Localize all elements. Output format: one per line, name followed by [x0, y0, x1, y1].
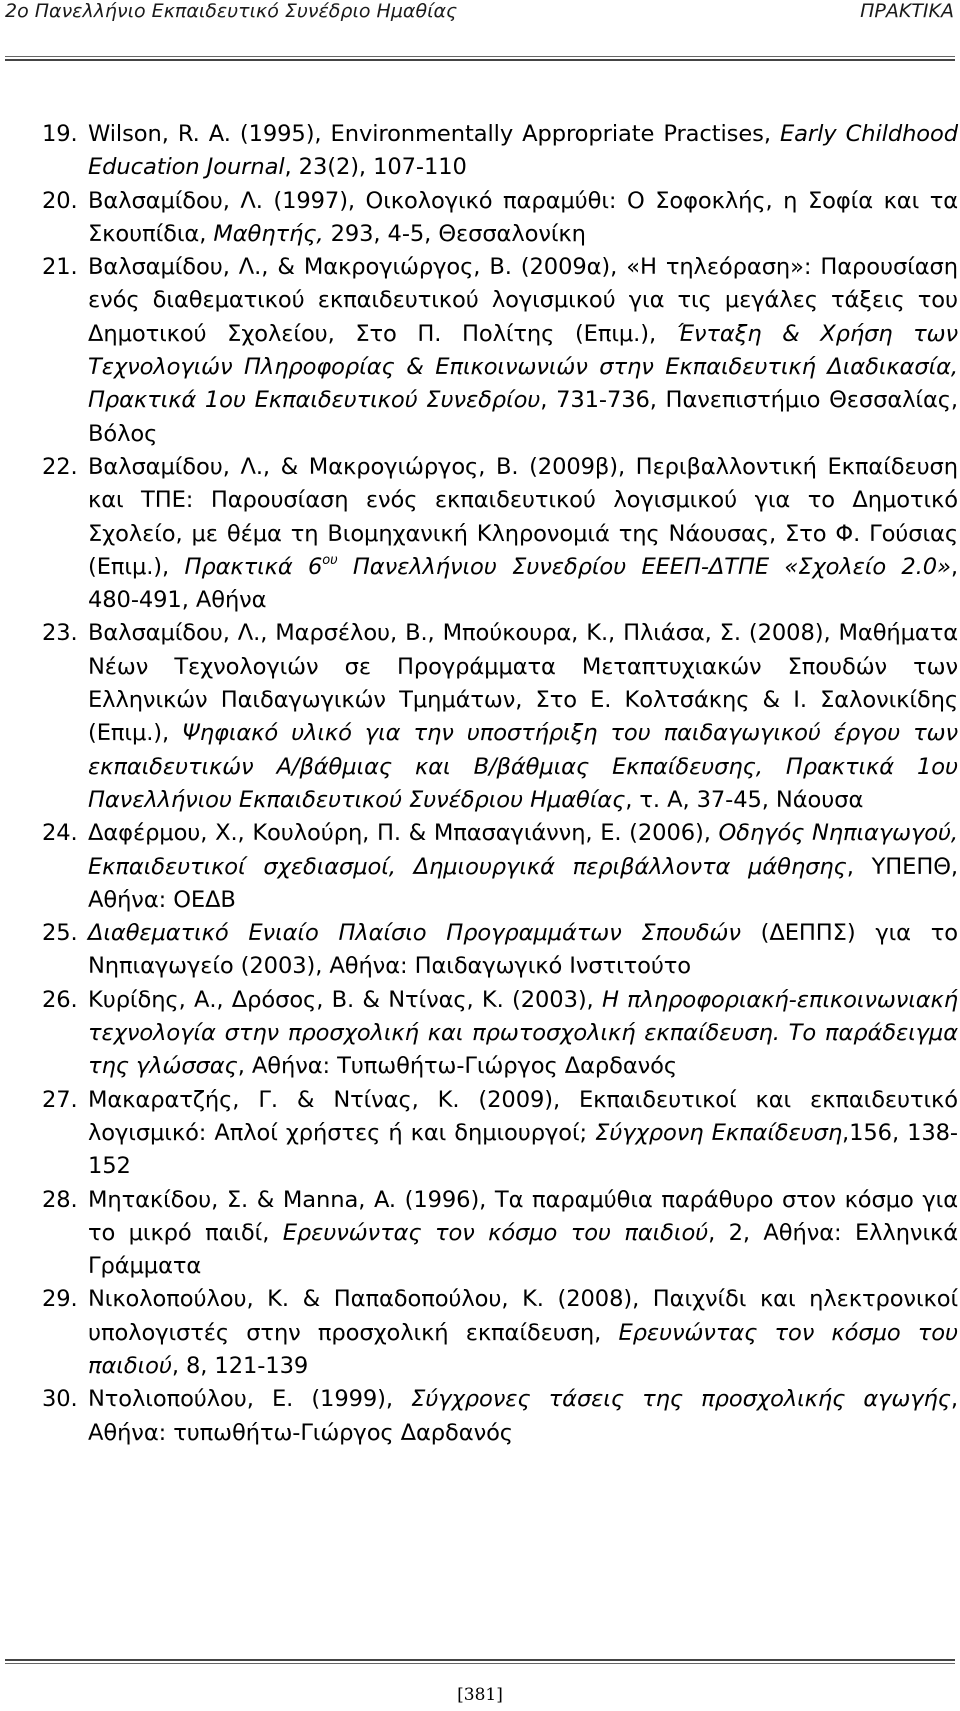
- reference-text: [88, 451, 958, 617]
- reference-number: 21.: [42, 254, 78, 281]
- reference-item: [42, 817, 958, 917]
- reference-item: [42, 984, 958, 1084]
- reference-number: 22.: [42, 453, 78, 480]
- reference-segment: , 2, Αθήνα: Ελληνικά Γράμματα: [88, 1219, 958, 1280]
- reference-italic-segment: ου: [322, 553, 338, 569]
- reference-text: [88, 1084, 958, 1184]
- reference-segment: , 731-736, Πανεπιστήμιο Θεσσαλίας, Βόλος: [88, 387, 958, 447]
- reference-number: 19.: [42, 121, 78, 147]
- reference-segment: Νικολοπούλου, Κ. & Παπαδοπούλου, Κ. (2008), Παιχνίδι και ηλεκτρονικοί υπολογιστές στην προσχολική εκπαίδευση,: [88, 1286, 958, 1346]
- reference-italic-segment: Πανελλήνιου Συνεδρίου ΕΕΕΠ-ΔΤΠΕ «Σχολείο 2.0»: [337, 553, 951, 580]
- reference-italic-segment: Ερευνώντας τον κόσμο του παιδιού: [88, 1319, 958, 1379]
- reference-segment: ,156, 138-152: [88, 1119, 958, 1180]
- reference-number: 25.: [42, 920, 78, 947]
- reference-italic-segment: Οδηγός Νηπιαγωγού, Εκπαιδευτικοί σχεδιασμοί, Δημιουργικά περιβάλλοντα μάθησης: [88, 820, 958, 880]
- reference-text: [88, 1283, 958, 1383]
- reference-number: 28.: [42, 1186, 78, 1213]
- reference-item: [42, 917, 958, 984]
- reference-segment: Μακαρατζής, Γ. & Ντίνας, Κ. (2009), Εκπαιδευτικοί και εκπαιδευτικό λογισμικό: Απλοί χρήστες ή και δημιουργοί;: [88, 1086, 958, 1146]
- reference-number: 29.: [42, 1286, 78, 1313]
- reference-number: 20.: [42, 187, 78, 214]
- reference-segment: 293, 4-5, Θεσσαλονίκη: [323, 220, 586, 247]
- reference-italic-segment: Ένταξη & Χρήση των Τεχνολογιών Πληροφορίας & Επικοινωνιών στην Εκπαιδευτική Διαδικασία, Πρακτικά 1ου Εκπαιδευτικού Συνεδρίου: [88, 320, 958, 414]
- reference-segment: , 8, 121-139: [171, 1352, 309, 1379]
- reference-segment: , 480-491, Αθήνα: [88, 553, 958, 614]
- reference-italic-segment: Πρακτικά 6: [184, 553, 323, 580]
- header-rule-thick: [5, 59, 955, 61]
- reference-text: [88, 185, 958, 252]
- footer-rule-thick: [5, 1659, 955, 1661]
- reference-item: [42, 251, 958, 451]
- reference-list: [42, 118, 958, 1450]
- reference-segment: Δαφέρμου, Χ., Κουλούρη, Π. & Μπασαγιάννη, Ε. (2006),: [88, 820, 719, 847]
- reference-italic-segment: Ψηφιακό υλικό για την υποστήριξη του παιδαγωγικού έργου των εκπαιδευτικών Α/βάθμιας και Β/βάθμιας Εκπαίδευσης, Πρακτικά 1ου Πανελλήνιου Εκπαιδευτικού Συνέδριου Ημαθίας: [88, 720, 958, 813]
- reference-italic-segment: Σύγχρονη Εκπαίδευση: [595, 1119, 843, 1146]
- reference-segment: Βαλσαμίδου, Λ., & Μακρογιώργος, Β. (2009β), Περιβαλλοντική Εκπαίδευση και ΤΠΕ: Παρουσίαση ενός εκπαιδευτικού λογισμικού για το Δημοτικό Σχολείο, με θέμα τη Βιομηχανική Κληρονομιά της Νάουσας, Στο Φ. Γούσιας (Επιμ.),: [88, 453, 958, 580]
- reference-segment: , 23(2), 107-110: [284, 154, 467, 181]
- reference-item: [42, 1283, 958, 1383]
- reference-item: [42, 1084, 958, 1184]
- reference-number: 26.: [42, 986, 78, 1013]
- reference-italic-segment: Η πληροφοριακή-επικοινωνιακή τεχνολογία στην προσχολική και πρωτοσχολική εκπαίδευση. Το παράδειγμα της γλώσσας: [88, 986, 958, 1080]
- reference-segment: , Αθήνα: Τυπωθήτω-Γιώργος Δαρδανός: [237, 1053, 678, 1080]
- reference-text: [88, 118, 958, 185]
- reference-text: [88, 984, 958, 1084]
- reference-text: [88, 917, 958, 984]
- reference-text: [88, 817, 958, 917]
- reference-item: [42, 451, 958, 617]
- reference-italic-segment: Early Childhood Education Journal: [88, 121, 958, 181]
- page-number: [381]: [457, 1685, 503, 1705]
- page-header: [0, 0, 960, 30]
- reference-segment: , τ. Α, 37-45, Νάουσα: [625, 786, 864, 813]
- reference-italic-segment: Σύγχρονες τάσεις της προσχολικής αγωγής: [411, 1386, 951, 1413]
- reference-segment: Βαλσαμίδου, Λ., Μαρσέλου, Β., Μπούκουρα, Κ., Πλιάσα, Σ. (2008), Μαθήματα Νέων Τεχνολογιών σε Προγράμματα Μεταπτυχιακών Σπουδών των Ελληνικών Παιδαγωγικών Τμημάτων, Στο Ε. Κολτσάκης & Ι. Σαλονικίδης (Επιμ.),: [88, 620, 958, 747]
- header-rule-thin: [5, 56, 955, 57]
- section-label: ΠΡΑΚΤΙΚΑ: [860, 0, 954, 22]
- reference-segment: , Αθήνα: τυπωθήτω-Γιώργος Δαρδανός: [88, 1386, 958, 1446]
- reference-segment: , ΥΠΕΠΘ, Αθήνα: ΟΕΔΒ: [88, 853, 958, 913]
- reference-item: [42, 617, 958, 817]
- reference-segment: Μητακίδου, Σ. & Manna, A. (1996), Τα παραμύθια παράθυρο στον κόσμο για το μικρό παιδί,: [88, 1186, 958, 1246]
- reference-segment: Κυρίδης, Α., Δρόσος, Β. & Ντίνας, Κ. (2003),: [88, 986, 602, 1013]
- reference-text: [88, 1184, 958, 1284]
- reference-text: [88, 1383, 958, 1450]
- reference-item: [42, 1383, 958, 1450]
- reference-italic-segment: Μαθητής,: [213, 220, 324, 247]
- reference-segment: Ντολιοπούλου, Ε. (1999),: [88, 1386, 412, 1413]
- reference-segment: Βαλσαμίδου, Λ., & Μακρογιώργος, Β. (2009α), «Η τηλεόραση»: Παρουσίαση ενός διαθεματικού εκπαιδευτικού λογισμικού για τις μεγάλες τάξεις του Δημοτικού Σχολείου, Στο Π. Πολίτης (Επιμ.),: [88, 254, 958, 347]
- reference-italic-segment: Διαθεματικό Ενιαίο Πλαίσιο Προγραμμάτων Σπουδών: [88, 920, 741, 947]
- reference-item: [42, 118, 958, 185]
- reference-text: [88, 617, 958, 817]
- reference-item: [42, 185, 958, 252]
- reference-text: [88, 251, 958, 451]
- reference-item: [42, 1184, 958, 1284]
- reference-number: 23.: [42, 620, 78, 647]
- reference-segment: (ΔΕΠΠΣ) για το Νηπιαγωγείο (2003), Αθήνα: Παιδαγωγικό Ινστιτούτο: [88, 920, 958, 980]
- reference-segment: Wilson, R. A. (1995), Environmentally Appropriate Practises,: [88, 121, 780, 147]
- footer-rule-thin: [5, 1663, 955, 1664]
- reference-italic-segment: Ερευνώντας τον κόσμο του παιδιού: [282, 1219, 709, 1246]
- reference-number: 27.: [42, 1086, 78, 1113]
- reference-number: 30.: [42, 1386, 78, 1413]
- reference-number: 24.: [42, 820, 78, 847]
- reference-segment: Βαλσαμίδου, Λ. (1997), Οικολογικό παραμύθι: Ο Σοφοκλής, η Σοφία και τα Σκουπίδια,: [88, 187, 958, 247]
- conference-title: 2ο Πανελλήνιο Εκπαιδευτικό Συνέδριο Ημαθίας: [5, 0, 458, 22]
